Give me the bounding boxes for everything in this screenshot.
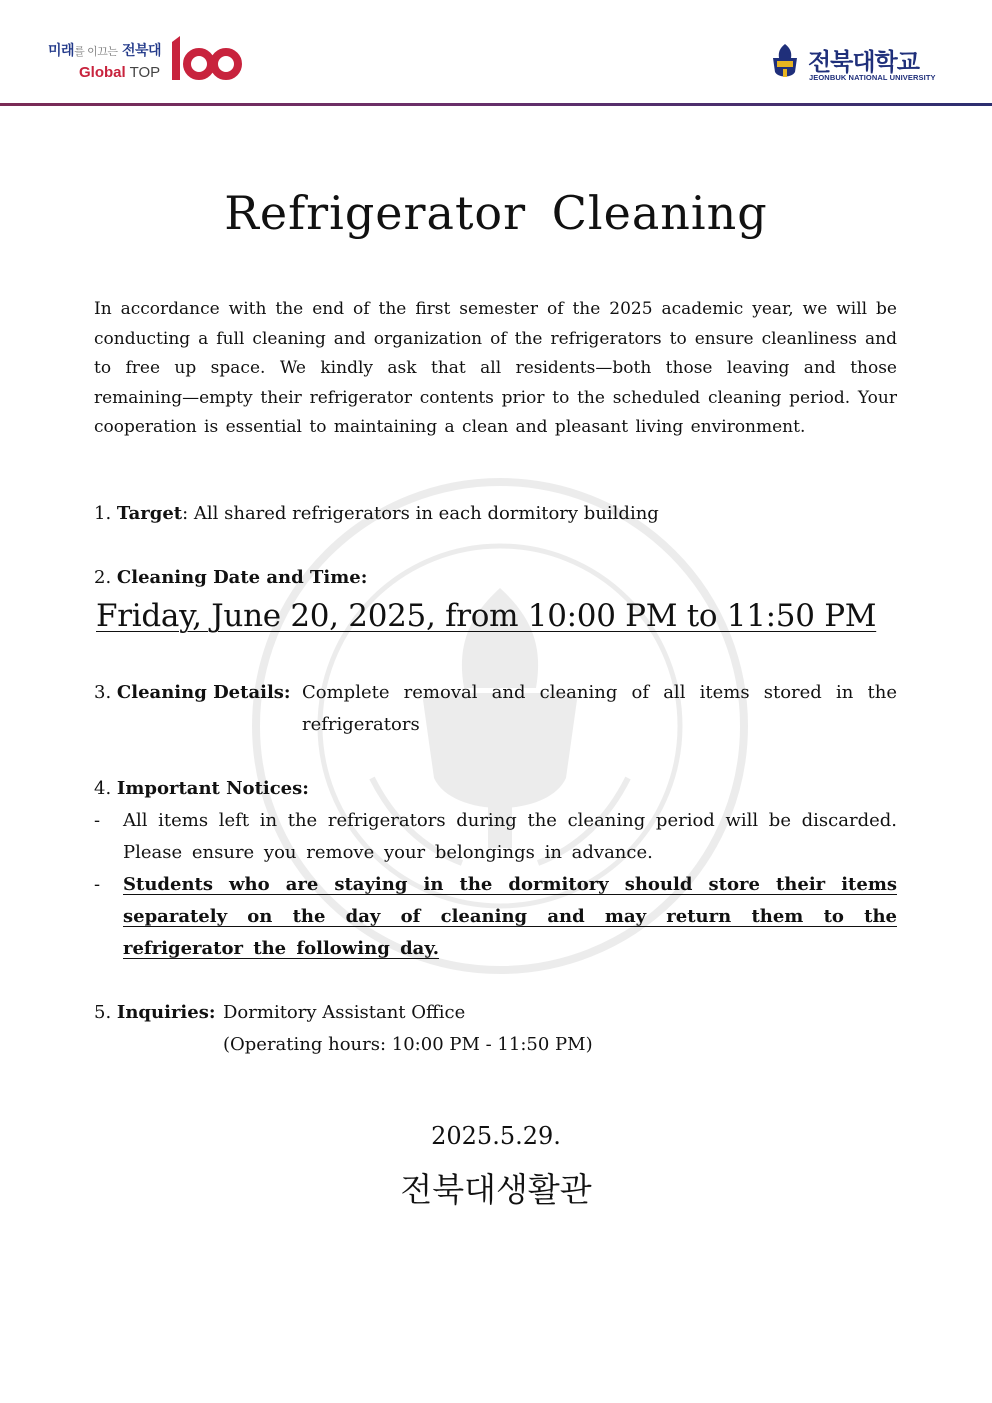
item-heading [94,997,216,1029]
item-heading [94,677,291,709]
item-target [94,498,897,530]
item-number: 4. [94,778,112,799]
notice-text: All items left in the refrigerators during the cleaning period will be discarded. Please ensure you remove your belongings in advance. [123,810,897,863]
university-name: 전북대학교 [808,48,919,76]
jeonbuk-university-logo [770,42,960,88]
item-number: 5. [94,1002,112,1023]
logo-global-top: Global TOP [79,64,161,81]
inquiry-office: Dormitory Assistant Office [223,1002,466,1023]
item-text: Complete removal and cleaning of all items stored in the refrigerators [302,682,897,735]
bullet-dash: - [94,810,101,831]
item-number: 1. [94,503,112,524]
item-text: : All shared refrigerators in each dormitory building [182,503,659,524]
bullet-dash: - [94,874,101,895]
item-label: Cleaning Date and Time: [116,567,368,588]
item-label: Target [116,503,183,524]
cleaning-datetime: Friday, June 20, 2025, from 10:00 PM to 11:50 PM [96,598,877,634]
item-number: 2. [94,567,112,588]
global-top-100-logo [44,36,244,86]
header-divider [0,103,992,106]
hundred-mark-icon [166,34,246,84]
item-number: 3. [94,682,112,703]
university-seal-icon [770,42,800,82]
notice-text: Students who are staying in the dormitory should store their items separately on the day of cleaning and may return them to the refrigerator the following day. [123,874,897,959]
logo-slogan: 미래를 이끄는 전북대 [48,43,162,59]
item-label: Inquiries: [116,1002,216,1023]
notice-title: Refrigerator Cleaning [224,186,768,240]
intro-paragraph: In accordance with the end of the first semester of the 2025 academic year, we will be conducting a full cleaning and organization of the refrigerators to ensure cleanliness and to free up space. We kindly ask that all residents—both those leaving and those remaining—empty their refrigerator contents prior to the scheduled cleaning period. Your cooperation is essential to maintaining a clean and pleasant living environment. [94,299,897,437]
item-label: Cleaning Details: [116,682,291,703]
inquiry-hours: (Operating hours: 10:00 PM - 11:50 PM) [223,1034,593,1055]
item-label: Important Notices: [116,778,309,799]
item-notices [94,773,897,805]
issuing-office: 전북대생활관 [400,1170,592,1209]
issue-date: 2025.5.29. [431,1122,561,1150]
item-schedule [94,562,897,594]
university-english-name: JEONBUK NATIONAL UNIVERSITY [809,73,936,82]
page-header [0,0,992,106]
